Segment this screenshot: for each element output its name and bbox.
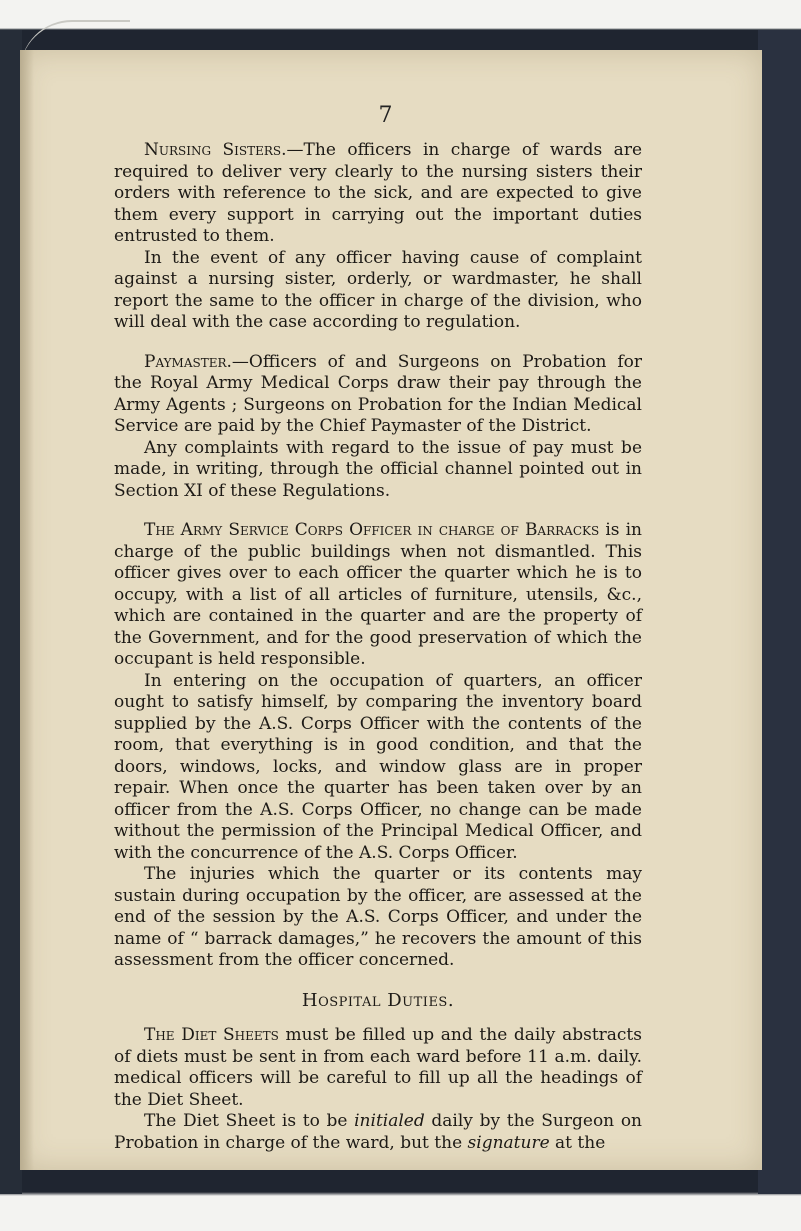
- paragraph-asc-officer: [114, 520, 642, 671]
- page-gutter-shadow: [20, 50, 34, 1170]
- paragraph-diet-sheets: [114, 1025, 642, 1111]
- section-heading: Hospital Duties.: [301, 989, 455, 1011]
- text-run: daily by the Surgeon on Probation in charge of the ward, but the: [114, 1111, 642, 1153]
- emphasis-initialed: initialed: [354, 1111, 425, 1131]
- paragraph-body: —The officers in charge of wards are required to deliver very clearly to the nursing sisters their orders with reference to the sick, and are expected to give them every support in carrying out the important duties entrusted to them.: [114, 140, 643, 246]
- paragraph-complaint: [114, 248, 642, 334]
- text-run: at the: [549, 1132, 606, 1153]
- cover-right-edge: [758, 30, 801, 1194]
- paragraph-diet-initialed: [114, 1111, 642, 1154]
- emphasis-signature: signature: [467, 1132, 550, 1153]
- paragraph-pay-complaints: [114, 438, 642, 503]
- paragraph-nursing-sisters: [114, 140, 642, 248]
- paragraph-body: —Officers of and Surgeons on Probation for the Royal Army Medical Corps draw their pay through the Army Agents ; Surgeons on Probation for the Indian Medical Service are paid by the Chief Paymaster of the District.: [114, 351, 642, 436]
- page-number: 7: [378, 103, 393, 128]
- cover-left-edge: [0, 30, 22, 1194]
- text-run: The Diet Sheet is to be: [144, 1111, 355, 1131]
- paragraph-body: In entering on the occupation of quarters, an officer ought to satisfy himself, by comparing the inventory board supplied by the A.S. Corps Officer with the contents of the room, that everything is in good condition, and that the doors, windows, locks, and window glass are in proper repair. When once the quarter has been taken over by an officer from the A.S. Corps Officer, no change can be made without the permission of the Principal Medical Officer, and with the concurrence of the A.S. Corps Officer.: [114, 670, 642, 863]
- paragraph-lead: The Army Service Corps Officer in charge of Barracks: [144, 520, 600, 540]
- page-text: [114, 140, 642, 1154]
- paragraph-paymaster: [114, 352, 642, 438]
- paragraph-body: In the event of any officer having cause of complaint against a nursing sister, orderly, or wardmaster, he shall report the same to the officer in charge of the division, who will deal with the case according to regulation.: [114, 247, 642, 332]
- paragraph-body: Any complaints with regard to the issue of pay must be made, in writing, through the official channel pointed out in Section XI of these Regulations.: [114, 437, 642, 501]
- paragraph-lead: Paymaster.: [144, 351, 232, 372]
- paragraph-entering-quarters: [114, 671, 642, 865]
- paragraph-lead: The Diet Sheets: [144, 1025, 279, 1045]
- paragraph-body: is in charge of the public buildings when not dismantled. This officer gives over to each officer the quarter which he is to occupy, with a list of all articles of furniture, utensils, &c., which are contained in the quarter and are the property of the Government, and for the good preservation of which the occupant is held responsible.: [114, 520, 642, 669]
- paragraph-body: The injuries which the quarter or its contents may sustain during occupation by the officer, are assessed at the end of the session by the A.S. Corps Officer, and under the name of “ barrack damages,” he recovers the amount of this assessment from the officer concerned.: [114, 864, 642, 970]
- paragraph-injuries: [114, 864, 642, 972]
- paragraph-lead: Nursing Sisters.: [144, 140, 287, 160]
- paragraph-body: must be filled up and the daily abstracts of diets must be sent in from each ward before 11 a.m. daily. medical officers will be careful to fill up all the headings of the Diet Sheet.: [114, 1025, 642, 1110]
